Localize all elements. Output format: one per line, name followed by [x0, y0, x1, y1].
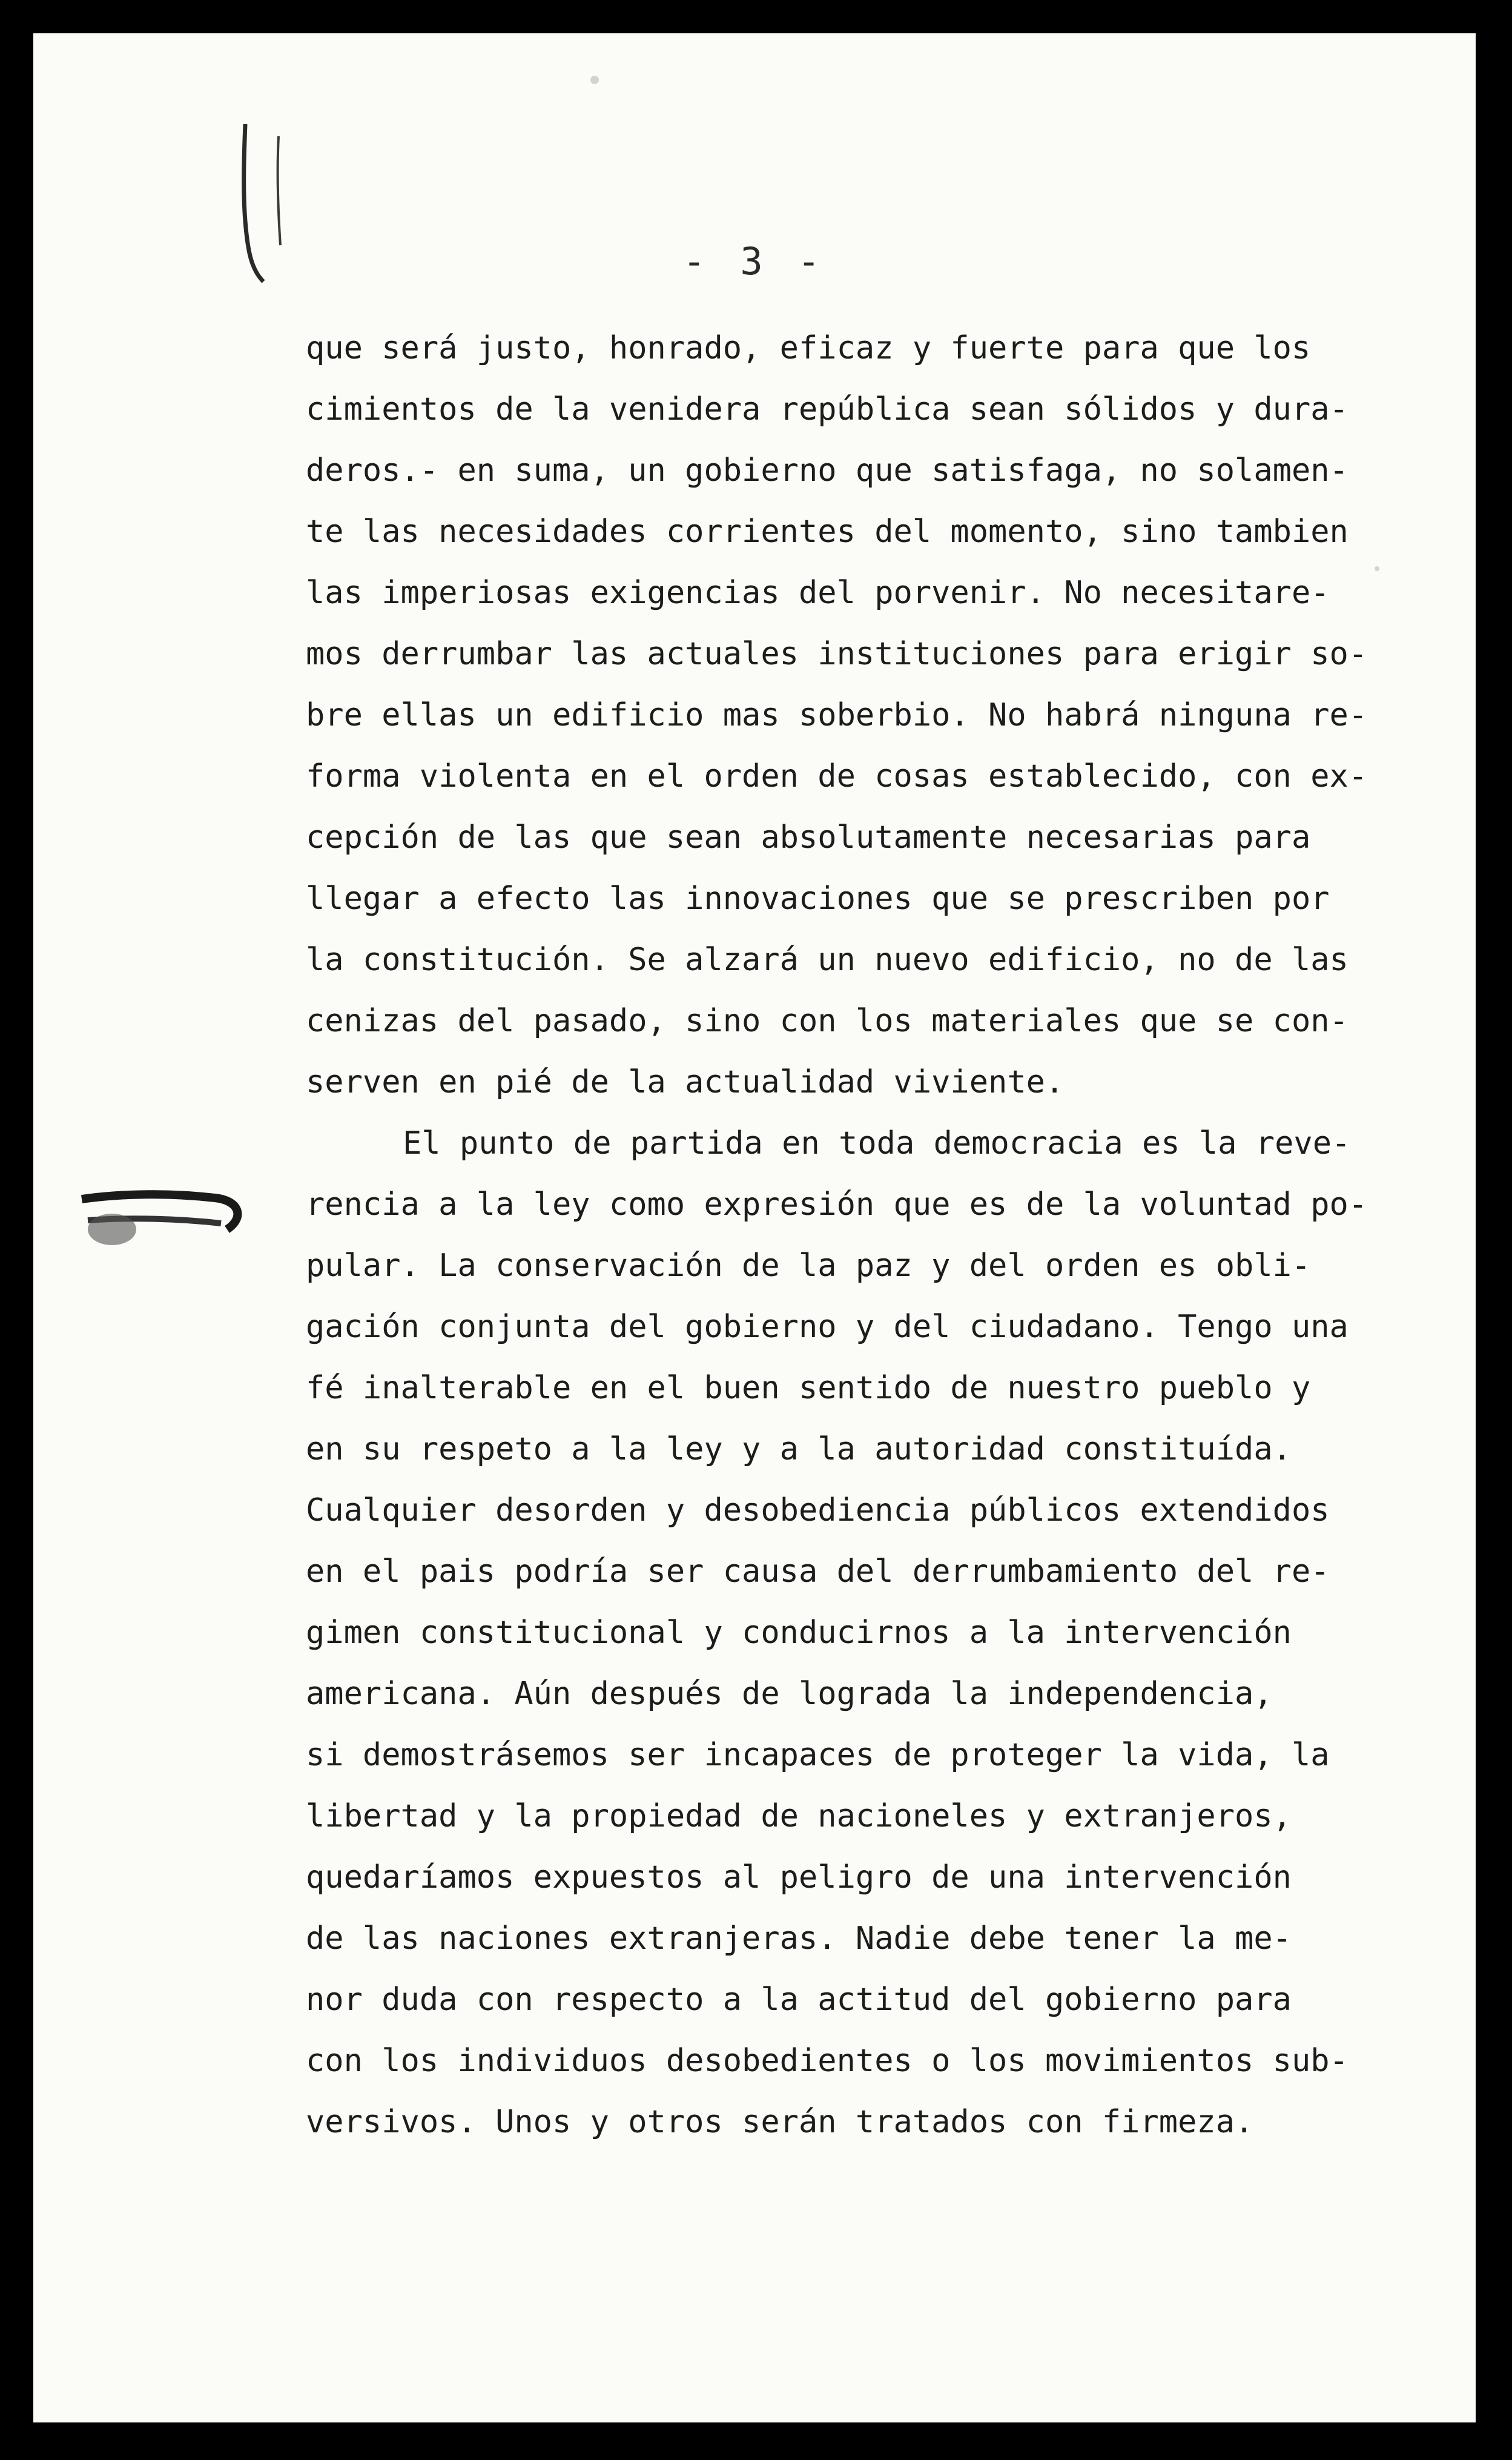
- text-line: quedaríamos expuestos al peligro de una intervención: [306, 1859, 1292, 1896]
- ink-smudge-icon: [76, 1175, 251, 1254]
- document-body: [306, 318, 1368, 2153]
- text-line: en el pais podría ser causa del derrumbamiento del re-: [306, 1553, 1330, 1590]
- text-line: de las naciones extranjeras. Nadie debe tener la me-: [306, 1920, 1292, 1957]
- text-line: las imperiosas exigencias del porvenir. No necesitare-: [306, 575, 1330, 611]
- text-line: forma violenta en el orden de cosas establecido, con ex-: [306, 758, 1368, 795]
- text-line: mos derrumbar las actuales instituciones para erigir so-: [306, 636, 1368, 672]
- text-line: la constitución. Se alzará un nuevo edificio, no de las: [306, 942, 1349, 978]
- text-line: rencia a la ley como expresión que es de la voluntad po-: [306, 1186, 1368, 1223]
- text-line: fé inalterable en el buen sentido de nuestro pueblo y: [306, 1370, 1311, 1406]
- text-line: llegar a efecto las innovaciones que se prescriben por: [306, 881, 1330, 917]
- text-line: que será justo, honrado, eficaz y fuerte para que los: [306, 330, 1311, 366]
- text-line: libertad y la propiedad de nacioneles y extranjeros,: [306, 1798, 1292, 1834]
- text-line: cimientos de la venidera república sean sólidos y dura-: [306, 391, 1349, 428]
- text-line: bre ellas un edificio mas soberbio. No habrá ninguna re-: [306, 697, 1368, 733]
- document-page: [33, 33, 1476, 2422]
- text-line: deros.- en suma, un gobierno que satisfaga, no solamen-: [306, 452, 1349, 489]
- text-line: pular. La conservación de la paz y del orden es obli-: [306, 1248, 1311, 1284]
- text-line: serven en pié de la actualidad viviente.: [306, 1064, 1065, 1100]
- text-line: te las necesidades corrientes del momento, sino tambien: [306, 514, 1349, 550]
- text-line: Cualquier desorden y desobediencia públicos extendidos: [306, 1492, 1330, 1529]
- text-line: con los individuos desobedientes o los movimientos sub-: [306, 2043, 1349, 2079]
- text-line: americana. Aún después de lograda la independencia,: [306, 1676, 1273, 1712]
- text-line: nor duda con respecto a la actitud del gobierno para: [306, 1982, 1292, 2018]
- page-number: - 3 -: [682, 239, 827, 283]
- text-line: versivos. Unos y otros serán tratados con firmeza.: [306, 2104, 1254, 2140]
- text-line: cenizas del pasado, sino con los materiales que se con-: [306, 1003, 1349, 1039]
- text-line: gación conjunta del gobierno y del ciudadano. Tengo una: [306, 1309, 1349, 1345]
- text-line: El punto de partida en toda democracia es la reve-: [403, 1125, 1351, 1162]
- text-line: gimen constitucional y conducirnos a la intervención: [306, 1615, 1292, 1651]
- text-line: en su respeto a la ley y a la autoridad constituída.: [306, 1431, 1292, 1467]
- text-line: cepción de las que sean absolutamente necesarias para: [306, 819, 1311, 856]
- text-line: si demostrásemos ser incapaces de proteger la vida, la: [306, 1737, 1330, 1773]
